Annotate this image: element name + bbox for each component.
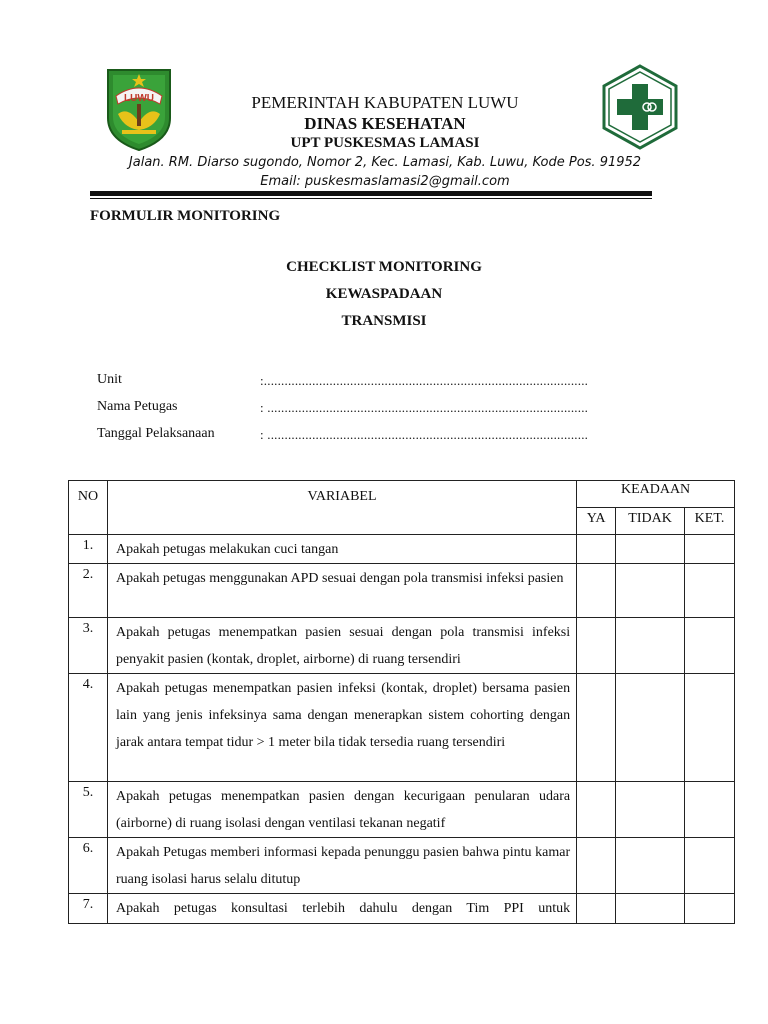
field-value-unit[interactable]: :.............................................................................................. (260, 373, 589, 388)
header-address: Jalan. RM. Diarso sugondo, Nomor 2, Kec. Lamasi, Kab. Luwu, Kode Pos. 91952 (128, 155, 642, 170)
header-divider-thick (90, 191, 652, 196)
table-row (69, 894, 735, 924)
row-number: 6. (82, 841, 94, 856)
header-tidak: TIDAK (616, 508, 685, 535)
ya-cell[interactable] (577, 894, 616, 924)
ya-cell[interactable] (577, 674, 616, 782)
field-value-tanggal[interactable]: : ............................................................................................. (260, 427, 589, 442)
field-label-tanggal: Tanggal Pelaksanaan (97, 426, 215, 441)
tidak-cell[interactable] (616, 894, 685, 924)
table-row (69, 838, 735, 894)
ket-cell[interactable] (685, 782, 735, 838)
row-number: 5. (82, 785, 94, 800)
tidak-cell[interactable] (616, 782, 685, 838)
table-row (69, 674, 735, 782)
row-number: 3. (82, 621, 94, 636)
ket-cell[interactable] (685, 838, 735, 894)
header-ya: YA (577, 508, 616, 535)
tidak-cell[interactable] (616, 674, 685, 782)
ya-cell[interactable] (577, 838, 616, 894)
row-question: Apakah petugas menempatkan pasien infeksi (kontak, droplet) bersama pasien lain yang jenis infeksinya sama dengan menerapkan sistem cohorting dengan jarak antara tempat tidur > 1 meter bila tidak tersedia ruang tersendiri (115, 681, 571, 750)
row-question: Apakah petugas konsultasi terlebih dahulu dengan Tim PPI untuk (115, 901, 571, 916)
tidak-cell[interactable] (616, 535, 685, 564)
table-row (69, 782, 735, 838)
header-keadaan: KEADAAN (577, 481, 735, 508)
ya-cell[interactable] (577, 535, 616, 564)
row-question: Apakah petugas menempatkan pasien dengan kecurigaan penularan udara (airborne) di ruang isolasi dengan ventilasi tekanan negatif (115, 789, 571, 831)
header-divider-thin (90, 198, 652, 199)
tidak-cell[interactable] (616, 618, 685, 674)
field-value-petugas[interactable]: : ............................................................................................. (260, 400, 589, 415)
table-row (69, 535, 735, 564)
form-label: FORMULIR MONITORING (90, 208, 281, 224)
field-label-petugas: Nama Petugas (97, 399, 178, 414)
row-number: 2. (82, 567, 94, 582)
field-label-unit: Unit (97, 372, 122, 387)
header-variabel: VARIABEL (107, 481, 576, 535)
row-number: 7. (82, 897, 94, 912)
document-title-line3: TRANSMISI (341, 313, 427, 329)
tidak-cell[interactable] (616, 564, 685, 618)
crest-text: LUWU (124, 93, 154, 104)
ya-cell[interactable] (577, 618, 616, 674)
row-question: Apakah petugas melakukan cuci tangan (115, 542, 339, 557)
document-title-line1: CHECKLIST MONITORING (286, 259, 482, 275)
ket-cell[interactable] (685, 535, 735, 564)
ket-cell[interactable] (685, 564, 735, 618)
document-title-line2: KEWASPADAAN (325, 286, 443, 302)
ket-cell[interactable] (685, 894, 735, 924)
table-row (69, 618, 735, 674)
ket-cell[interactable] (685, 618, 735, 674)
header-government: PEMERINTAH KABUPATEN LUWU (251, 93, 519, 112)
tidak-cell[interactable] (616, 838, 685, 894)
row-question: Apakah petugas menempatkan pasien sesuai dengan pola transmisi infeksi penyakit pasien (kontak, droplet, airborne) di ruang tersendiri (115, 625, 571, 667)
header-ket: KET. (685, 508, 735, 535)
header-no: NO (69, 481, 108, 535)
row-question: Apakah Petugas memberi informasi kepada penunggu pasien bahwa pintu kamar ruang isolasi harus selalu ditutup (115, 845, 571, 887)
header-email: Email: puskesmaslamasi2@gmail.com (260, 174, 510, 189)
ya-cell[interactable] (577, 782, 616, 838)
row-number: 4. (82, 677, 94, 692)
header-institution: UPT PUSKESMAS LAMASI (290, 135, 480, 151)
ya-cell[interactable] (577, 564, 616, 618)
monitoring-table (68, 480, 735, 924)
row-number: 1. (82, 538, 94, 553)
header-department: DINAS KESEHATAN (304, 114, 466, 133)
table-header-row (69, 481, 735, 508)
row-question: Apakah petugas menggunakan APD sesuai dengan pola transmisi infeksi pasien (115, 571, 564, 586)
ket-cell[interactable] (685, 674, 735, 782)
table-row (69, 564, 735, 618)
